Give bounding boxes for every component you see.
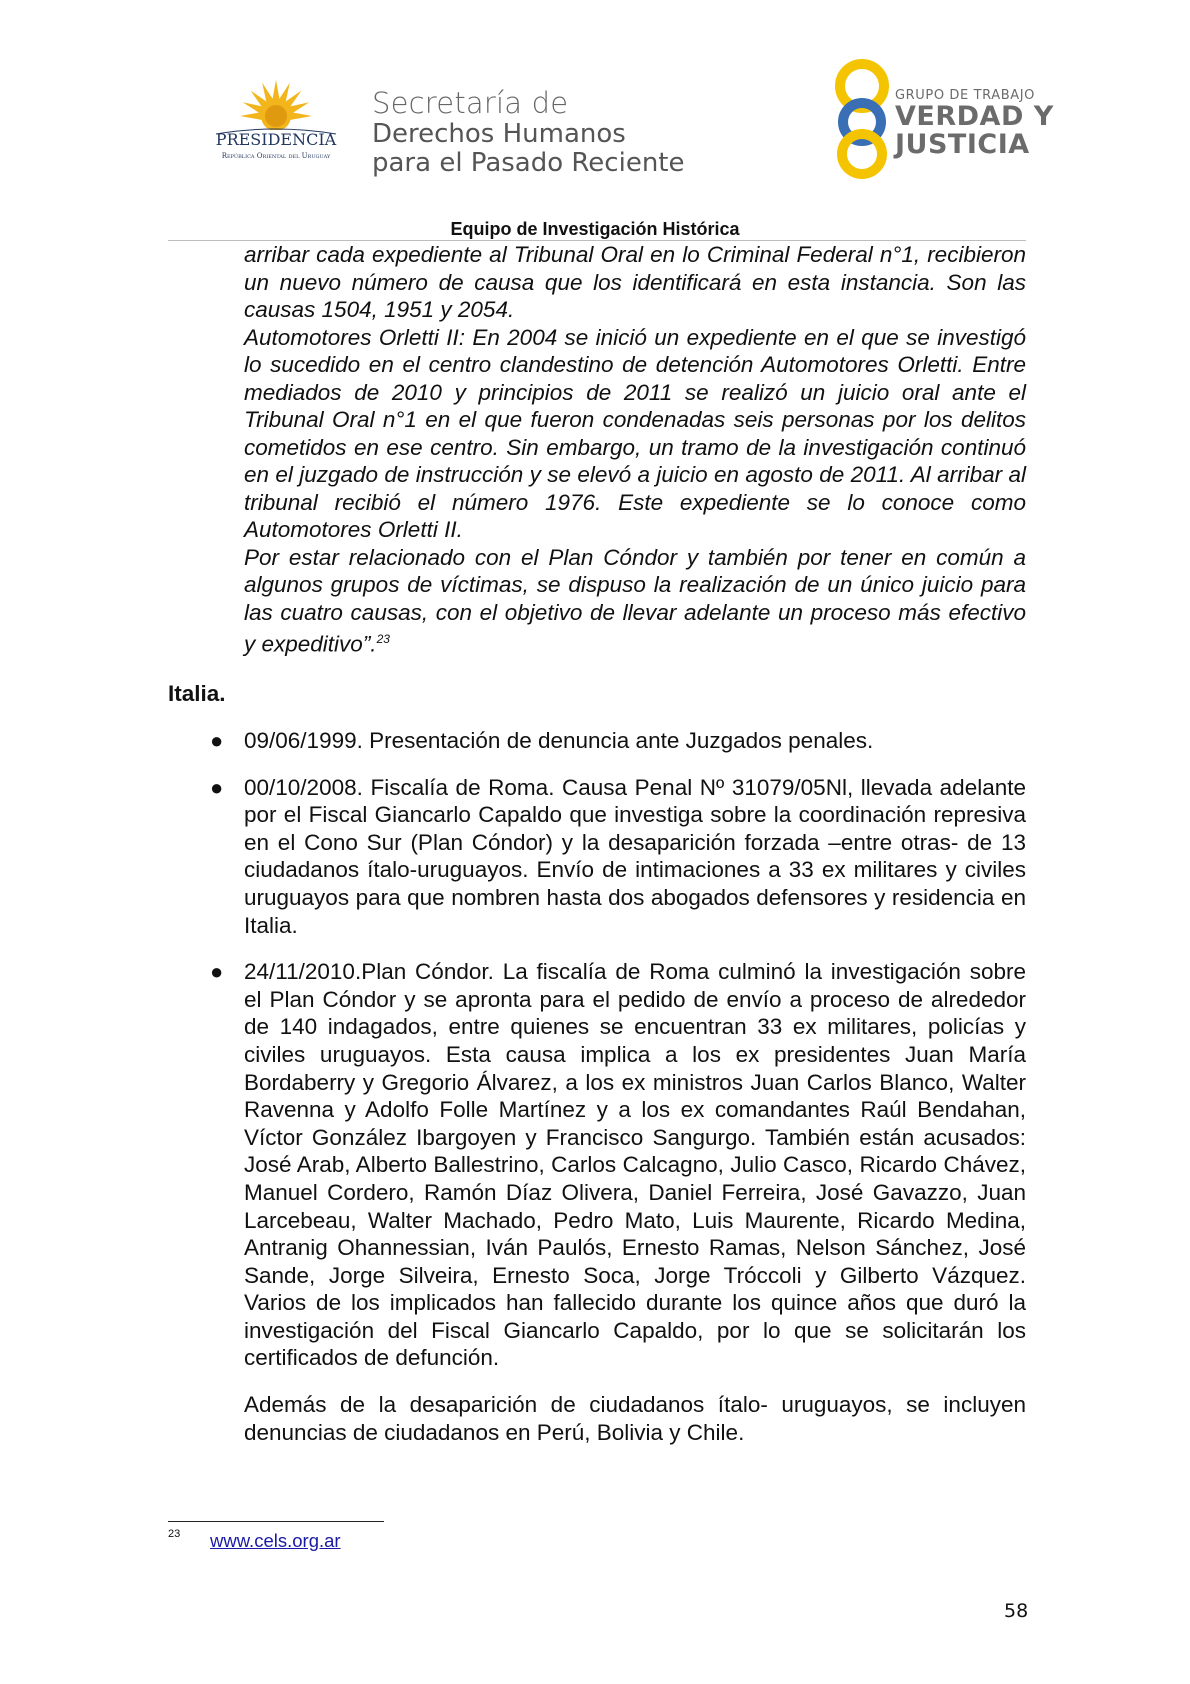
footnote-reference[interactable]: 23 bbox=[376, 632, 390, 646]
team-title: Equipo de Investigación Histórica bbox=[450, 219, 740, 239]
quoted-block bbox=[244, 241, 1026, 658]
country-heading: Italia. bbox=[168, 681, 226, 706]
secretaria-line-1: Secretaría de bbox=[372, 86, 569, 120]
quote-paragraph-2: Automotores Orletti II: En 2004 se inició un expediente en el que se investigó lo sucedido en el centro clandestino de detención Automotores Orletti. Entre mediados de 2010 y principios de 2011 se realizó un juicio oral ante el Tribunal Oral n°1 en el que fueron condenadas seis personas por los delitos cometidos en ese centro. Sin embargo, un tramo de la investigación continuó en el juzgado de instrucción y se elevó a juicio en agosto de 2011. Al arribar al tribunal recibió el número 1976. Este expediente se lo conoce como Automotores Orletti II. bbox=[244, 324, 1026, 542]
event-text: 09/06/1999. Presentación de denuncia ante Juzgados penales. bbox=[244, 728, 874, 753]
list-item bbox=[168, 727, 1026, 755]
secretaria-line-3: para el Pasado Reciente bbox=[372, 148, 685, 178]
event-text: 24/11/2010.Plan Cóndor. La fiscalía de Roma culminó la investigación sobre el Plan Cóndor y se apronta para el pedido de envío a proceso de alrededor de 140 indagados, entre quienes se encuentran 33 ex militares, policías y civiles uruguayos. Esta causa implica a los ex presidentes Juan María Bordaberry y Gregorio Álvarez, a los ex ministros Juan Carlos Blanco, Walter Ravenna y Adolfo Folle Martínez y a los ex comandantes Raúl Bendahan, Víctor González Ibargoyen y Francisco Sangurgo. También están acusados: José Arab, Alberto Ballestrino, Carlos Calcagno, Julio Casco, Ricardo Chávez, Manuel Cordero, Ramón Díaz Olivera, Daniel Ferreira, José Gavazzo, Juan Larcebeau, Walter Machado, Pedro Mato, Luis Maurente, Ricardo Medina, Antranig Ohannessian, Iván Paulós, Ernesto Ramas, Nelson Sánchez, José Sande, Jorge Silveira, Ernesto Soca, Jorge Tróccoli y Gilberto Vázquez. Varios de los implicados han fallecido durante los quince años que duró la investigación del Fiscal Giancarlo Capaldo, por lo que se solicitarán los certificados de defunción. bbox=[244, 959, 1026, 1371]
bullet-icon: ● bbox=[210, 959, 224, 985]
bullet-icon: ● bbox=[210, 728, 224, 753]
verdad-line: VERDAD Y bbox=[895, 101, 1054, 132]
secretaria-logo-text bbox=[372, 86, 684, 178]
closing-paragraph: Además de la desaparición de ciudadanos ítalo- uruguayos, se incluyen denuncias de ciudadanos en Perú, Bolivia y Chile. bbox=[244, 1392, 1026, 1445]
page-body bbox=[168, 241, 1026, 1446]
bullet-icon: ● bbox=[210, 774, 224, 800]
grupo-label: GRUPO DE TRABAJO bbox=[895, 88, 1035, 103]
footnote-divider bbox=[168, 1521, 384, 1522]
footnote-number: 23 bbox=[168, 1528, 181, 1540]
event-text: 00/10/2008. Fiscalía de Roma. Causa Penal Nº 31079/05Nl, llevada adelante por el Fiscal Giancarlo Capaldo que investiga sobre la coordinación represiva en el Cono Sur (Plan Cóndor) y la desaparición forzada –entre otras- de 13 ciudadanos ítalo-uruguayos. Envío de intimaciones a 33 ex militares y civiles uruguayos para que nombren hasta dos abogados defensores y residencia en Italia. bbox=[244, 774, 1026, 938]
page-number: 58 bbox=[1004, 1600, 1029, 1622]
list-item bbox=[168, 774, 1026, 940]
event-list bbox=[168, 727, 1026, 1372]
footnote bbox=[168, 1528, 341, 1552]
quote-paragraph-3 bbox=[244, 544, 1026, 659]
quote-paragraph-1: arribar cada expediente al Tribunal Oral en lo Criminal Federal n°1, recibieron un nuevo número de causa que los identificará en esta instancia. Son las causas 1504, 1951 y 2054. bbox=[244, 242, 1026, 322]
list-item bbox=[168, 958, 1026, 1372]
footnote-link[interactable]: www.cels.org.ar bbox=[210, 1530, 341, 1551]
quote-paragraph-3-text: Por estar relacionado con el Plan Cóndor y también por tener en común a algunos grupos de víctimas, se dispuso la realización de un único juicio para las cuatro causas, con el objetivo de llevar adelante un proceso más efectivo y expeditivo”. bbox=[244, 544, 1026, 657]
verdad-justicia-text bbox=[895, 88, 1054, 159]
presidencia-logo bbox=[196, 78, 356, 182]
secretaria-line-2: Derechos Humanos bbox=[372, 119, 626, 149]
page-header bbox=[0, 0, 1190, 240]
justicia-line: JUSTICIA bbox=[895, 129, 1030, 160]
presidencia-subtitle: República Oriental del Uruguay bbox=[221, 152, 331, 160]
presidencia-name: PRESIDENCIA bbox=[215, 130, 337, 149]
